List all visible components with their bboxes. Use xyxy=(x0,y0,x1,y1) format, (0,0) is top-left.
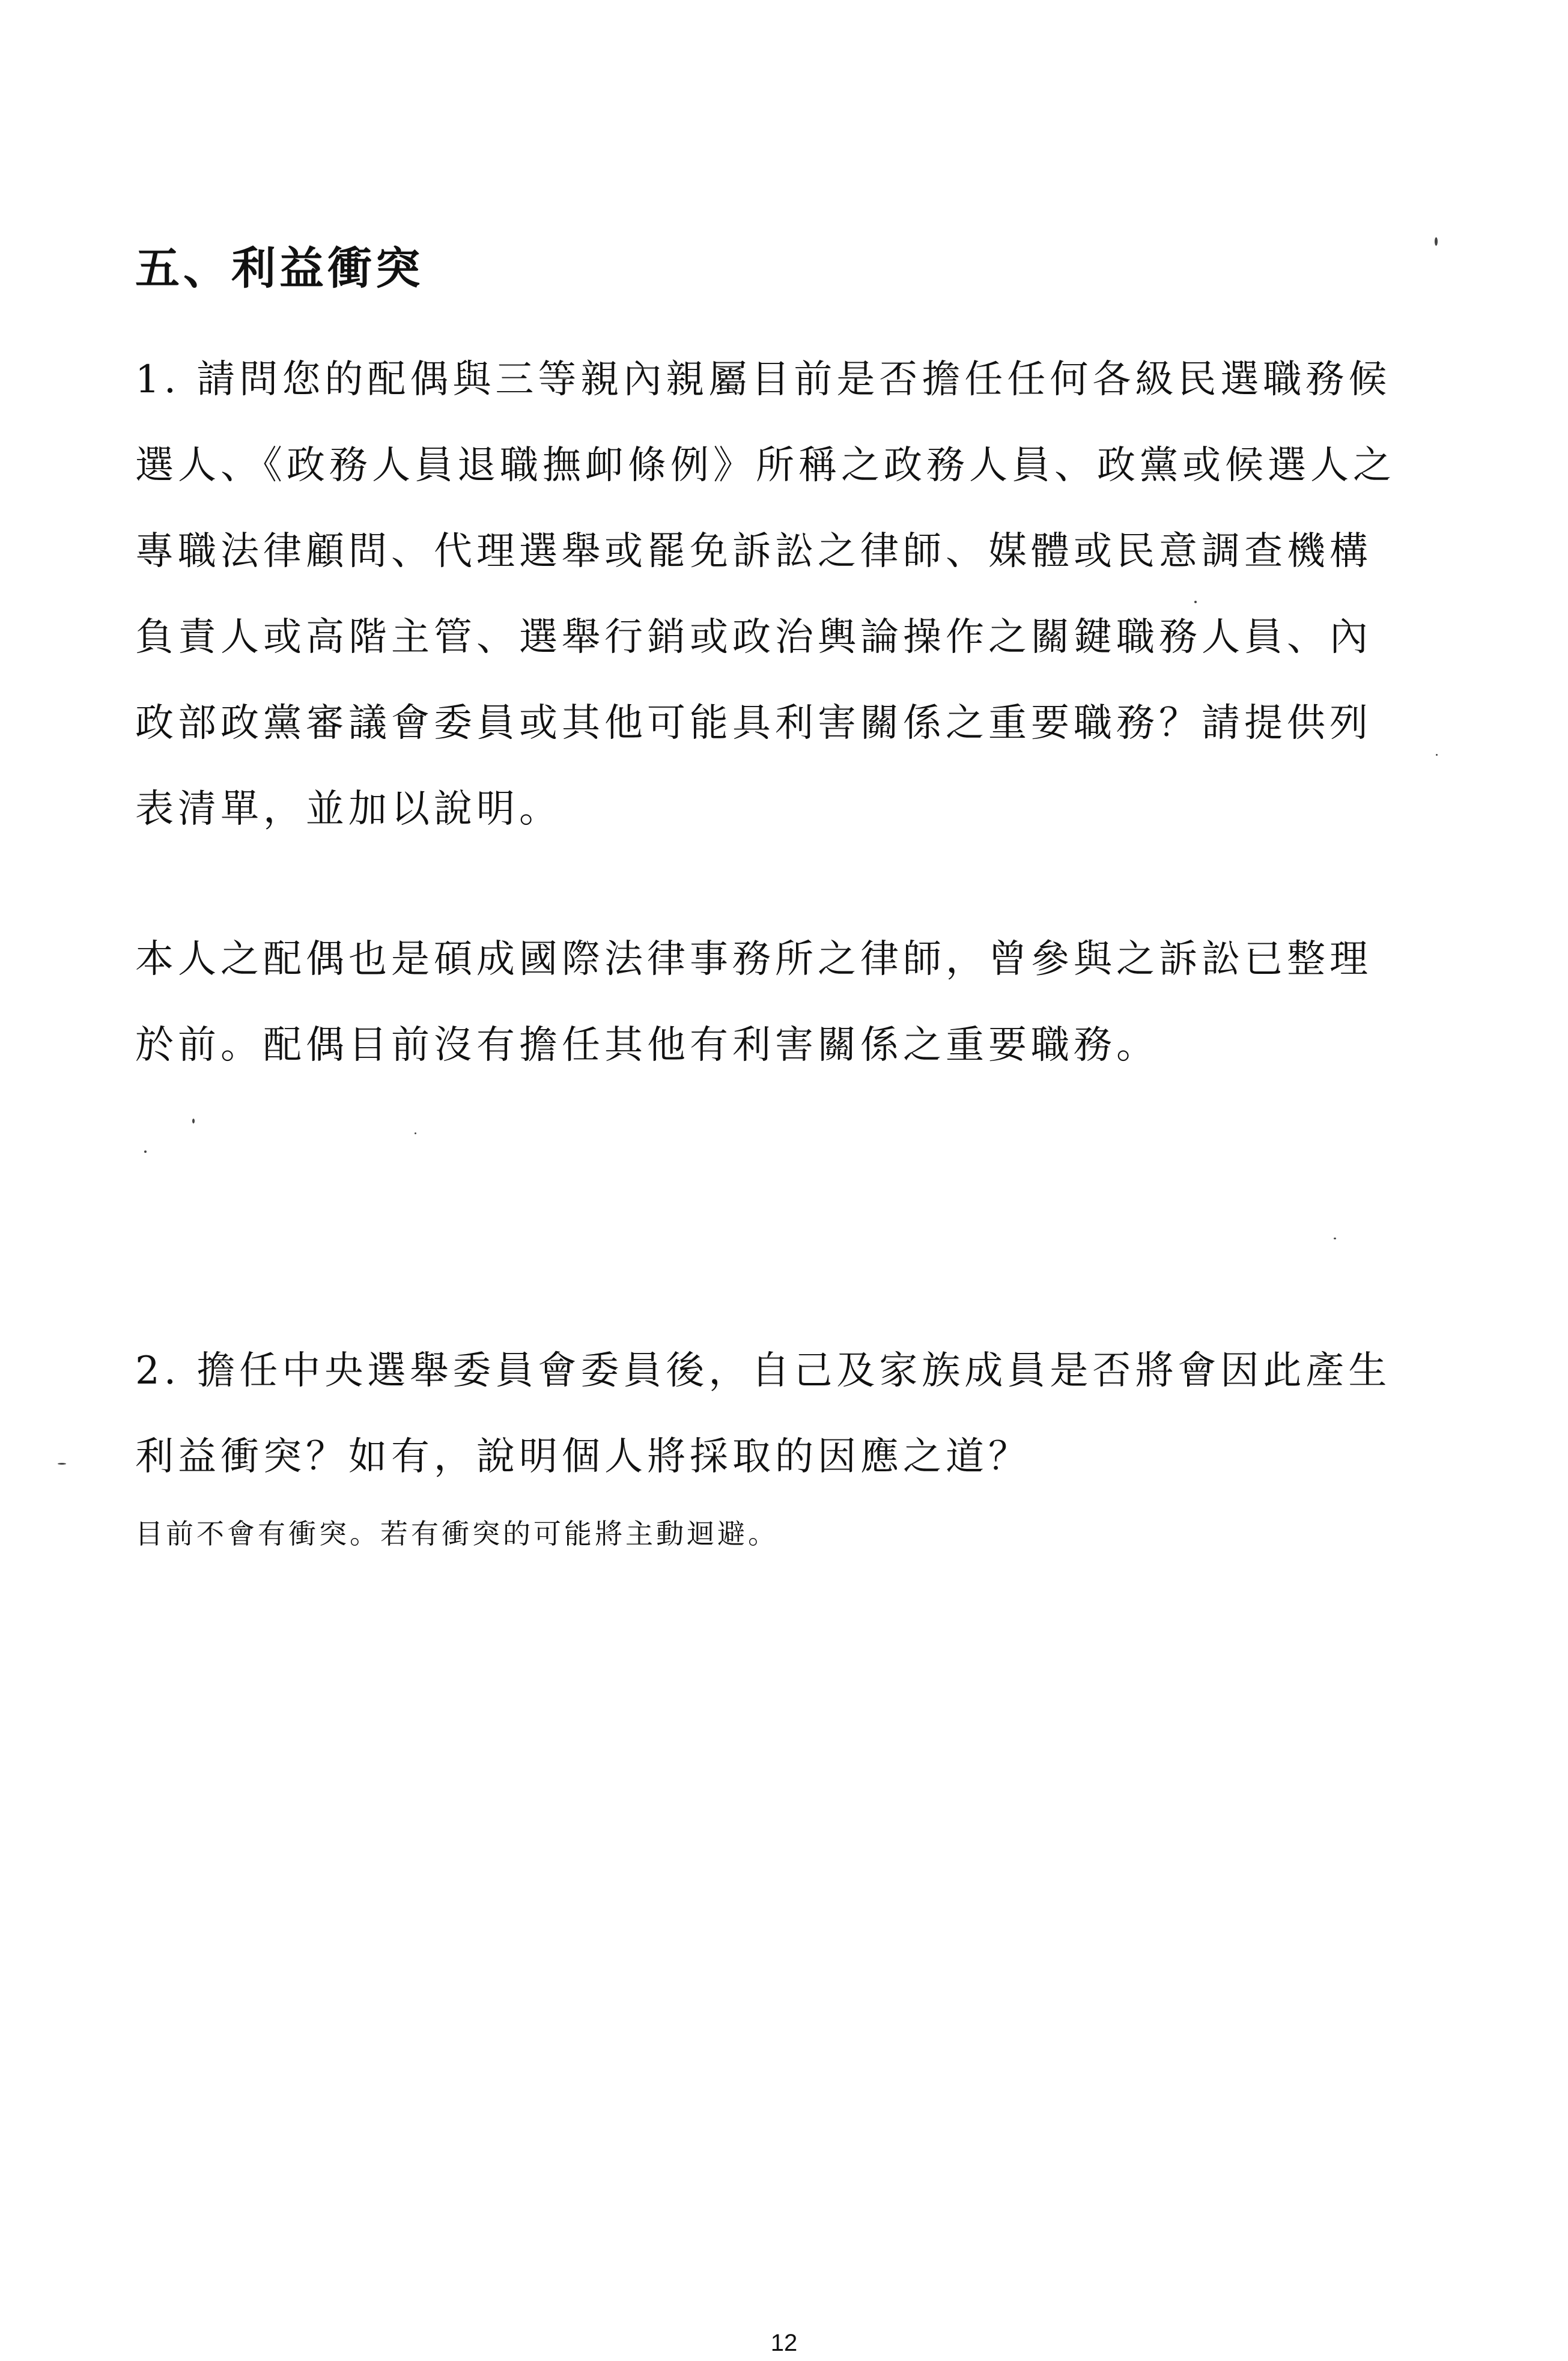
scan-speck xyxy=(1436,754,1438,756)
scan-speck xyxy=(1334,1238,1336,1239)
question-1-line: 政部政黨審議會委員或其他可能具利害關係之重要職務？請提供列 xyxy=(135,701,1372,746)
page-number: 12 xyxy=(770,2330,798,2356)
answer-1-line: 本人之配偶也是碩成國際法律事務所之律師，曾參與之訴訟已整理 xyxy=(135,937,1372,982)
question-1-line: 負責人或高階主管、選舉行銷或政治輿論操作之關鍵職務人員、內 xyxy=(135,615,1372,660)
question-1-line: 表清單，並加以說明。 xyxy=(135,787,562,831)
scan-speck xyxy=(144,1150,147,1153)
question-1-line: 專職法律顧問、代理選舉或罷免訴訟之律師、媒體或民意調查機構 xyxy=(135,529,1372,574)
question-2-line: 2. 擔任中央選舉委員會委員後，自己及家族成員是否將會因此產生 xyxy=(135,1349,1391,1393)
scan-speck xyxy=(1435,237,1438,246)
scan-speck xyxy=(1194,601,1197,603)
answer-2-text: 目前不會有衝突。若有衝突的可能將主動迴避。 xyxy=(135,1518,779,1550)
question-1-line: 1. 請問您的配偶與三等親內親屬目前是否擔任任何各級民選職務候 xyxy=(135,357,1391,402)
question-1-line: 選人、《政務人員退職撫卹條例》所稱之政務人員、政黨或候選人之 xyxy=(135,443,1396,488)
answer-1-line: 於前。配偶目前沒有擔任其他有利害關係之重要職務。 xyxy=(135,1023,1159,1068)
scan-speck xyxy=(192,1119,195,1123)
scan-speck xyxy=(415,1132,416,1134)
scan-speck xyxy=(58,1463,66,1465)
question-2-line: 利益衝突？如有，說明個人將採取的因應之道？ xyxy=(135,1435,1031,1479)
section-heading: 五、利益衝突 xyxy=(135,243,424,294)
